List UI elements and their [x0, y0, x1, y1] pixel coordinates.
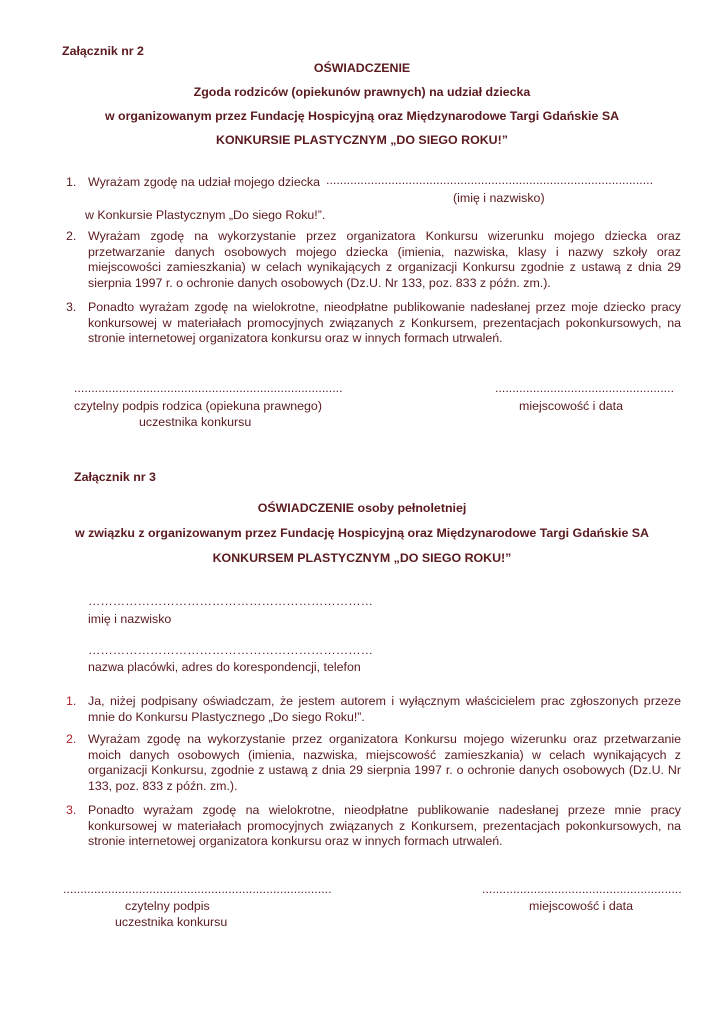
annex3-subtitle-2: KONKURSEM PLASTYCZNYM „DO SIEGO ROKU!”: [212, 551, 512, 565]
annex2-item3-number: 3.: [66, 300, 77, 314]
annex2-item1-number: 1.: [66, 175, 77, 189]
annex3-sig-left-label-1: czytelny podpis: [125, 899, 210, 913]
annex2-item1-text: Wyrażam zgodę na udział mojego dziecka: [88, 175, 320, 189]
annex2-title: OŚWIADCZENIE: [313, 61, 411, 75]
annex3-item3-text: Ponadto wyrażam zgodę na wielokrotne, nieodpłatne publikowanie nadesłanej przeze mnie pracy konkursowej w materiałach promocyjnych związanych z Konkursem, prezentacjach pokonkursowych, na stronie internetowej organizatora konkursu oraz w innych formach utrwaleń.: [88, 803, 681, 849]
annex3-item1-number: 1.: [66, 694, 77, 708]
annex3-signature-field[interactable]: ..............................................................................: [63, 882, 332, 896]
annex2-item2-text: Wyrażam zgodę na wykorzystanie przez organizatora Konkursu wizerunku mojego dziecka oraz przetwarzanie danych osobowych mojego dziecka (imienia, nazwiska, klasy i nazwy szkoły oraz miejscowości zamieszkania) w celach wynikających z organizacji Konkursu zgodnie z ustawą z dnia 29 sierpnia 1997 r. o ochronie danych osobowych (Dz.U. Nr 133, poz. 833 z późn. zm.).: [88, 229, 681, 290]
annex3-item3-number: 3.: [66, 803, 77, 817]
annex2-item3-text: Ponadto wyrażam zgodę na wielokrotne, nieodpłatne publikowanie nadesłanej przez moje dziecko pracy konkursowej w materiałach promocyjnych związanych z Konkursem, prezentacjach pokonkursowych, na stronie internetowej organizatora konkursu oraz w innych formach utrwaleń.: [88, 300, 681, 346]
annex3-title: OŚWIADCZENIE osoby pełnoletniej: [257, 501, 467, 515]
annex3-item2-text: Wyrażam zgodę na wykorzystanie przez organizatora Konkursu mojego wizerunku oraz przetwarzanie moich danych osobowych (imienia, nazwiska, miejscowość zamieszkania) w celach wynikających z organizacji Konkursu, zgodnie z ustawą z dnia 29 sierpnia 1997 r. o ochronie danych osobowych (Dz.U. Nr 133, poz. 833 z późn. zm.).: [88, 732, 681, 793]
annex3-item2-number: 2.: [66, 732, 77, 746]
annex2-subtitle-3: KONKURSIE PLASTYCZNYM „DO SIEGO ROKU!”: [216, 133, 508, 147]
annex3-label: Załącznik nr 3: [74, 470, 156, 484]
annex3-sig-left-label-2: uczestnika konkursu: [115, 915, 228, 929]
annex2-sig-left-label-2: uczestnika konkursu: [139, 415, 252, 429]
annex3-sig-right-label: miejscowość i data: [529, 899, 633, 913]
annex2-item1-hint: (imię i nazwisko): [453, 191, 545, 205]
annex2-subtitle-1: Zgoda rodziców (opiekunów prawnych) na udział dziecka: [193, 85, 531, 99]
annex2-subtitle-2: w organizowanym przez Fundację Hospicyjną oraz Międzynarodowe Targi Gdańskie SA: [104, 109, 620, 123]
annex2-child-name-field[interactable]: ...............................................................................................: [326, 173, 654, 187]
annex2-sig-left-label-1: czytelny podpis rodzica (opiekuna prawnego): [74, 399, 322, 413]
annex2-place-date-field[interactable]: ....................................................: [495, 381, 675, 395]
annex2-item2-number: 2.: [66, 229, 77, 243]
annex3-subtitle-1: w związku z organizowanym przez Fundację Hospicyjną oraz Międzynarodowe Targi Gdańskie SA: [75, 526, 649, 540]
annex3-place-date-field[interactable]: ..........................................................: [482, 882, 682, 896]
annex3-name-field[interactable]: ……………………………………………………………: [88, 594, 373, 608]
annex3-item1-text: Ja, niżej podpisany oświadczam, że jestem autorem i wyłącznym właścicielem prac zgłoszonych przeze mnie do Konkursu Plastycznego „Do siego Roku!”.: [88, 694, 681, 724]
annex3-field2-label: nazwa placówki, adres do korespondencji, telefon: [88, 660, 361, 674]
annex3-address-field[interactable]: ……………………………………………………………: [88, 643, 373, 657]
annex2-item1-line2: w Konkursie Plastycznym „Do siego Roku!”.: [85, 208, 326, 222]
annex2-parent-signature-field[interactable]: ..............................................................................: [74, 381, 343, 395]
annex2-label: Załącznik nr 2: [62, 44, 144, 58]
annex2-sig-right-label: miejscowość i data: [519, 399, 623, 413]
annex3-field1-label: imię i nazwisko: [88, 612, 172, 626]
